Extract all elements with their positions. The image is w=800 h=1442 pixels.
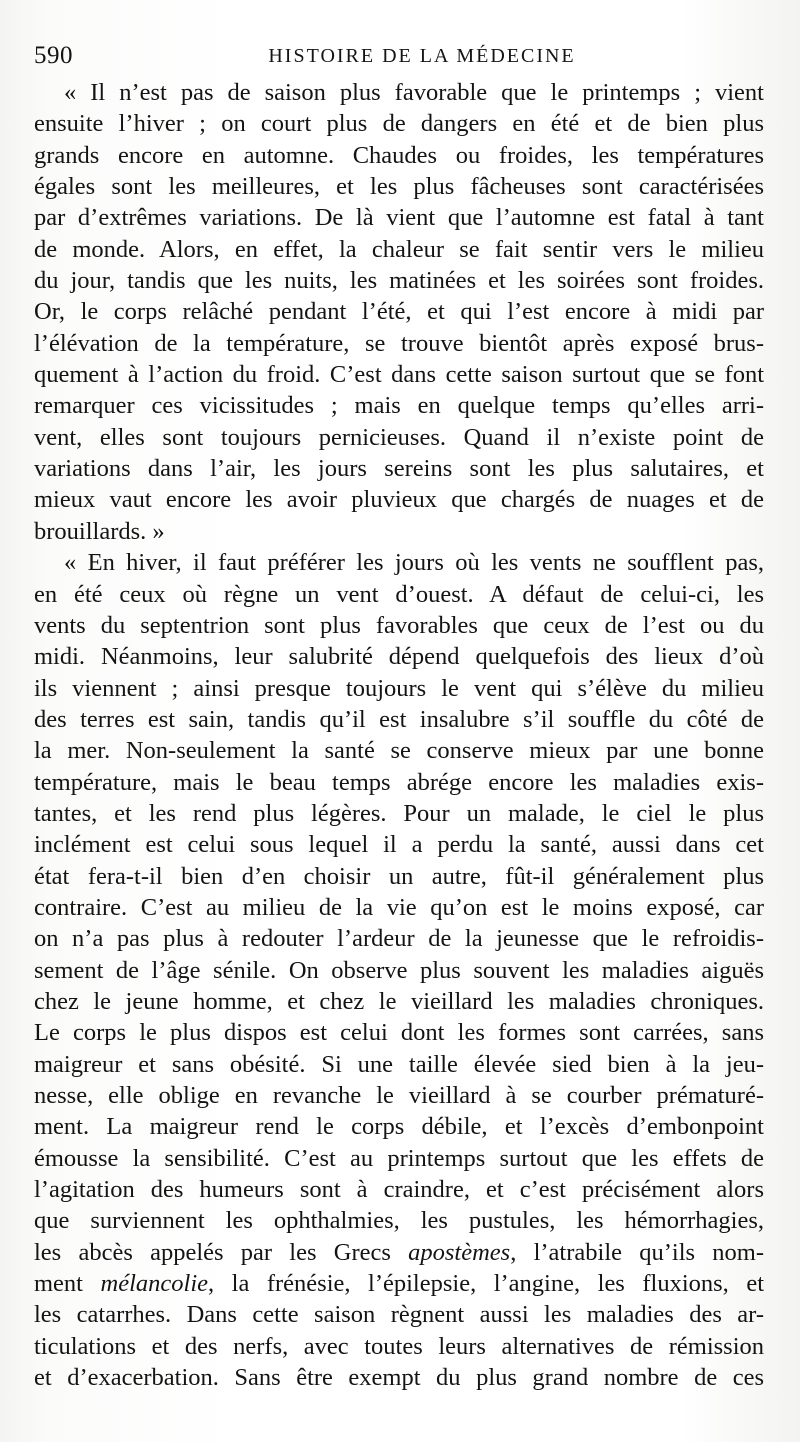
text-segment: les abcès appelés par les Grecs xyxy=(34,1238,409,1266)
text-line: du jour, tandis que les nuits, les matinées et les soirées sont froides. xyxy=(34,267,764,295)
text-line: température, mais le beau temps abrége encore les maladies exis- xyxy=(34,768,764,796)
text-line: remarquer ces vicissitudes ; mais en quelque temps qu’elles arri- xyxy=(34,392,764,420)
text-line: mieux vaut encore les avoir pluvieux que chargés de nuages et de xyxy=(34,486,764,514)
text-line: vent, elles sont toujours pernicieuses. Quand il n’existe point de xyxy=(34,423,764,451)
text-line xyxy=(34,1268,764,1299)
running-title: HISTOIRE DE LA MÉDECINE xyxy=(268,45,576,67)
text-line: chez le jeune homme, et chez le vieillard les maladies chroniques. xyxy=(34,987,764,1015)
body-text xyxy=(34,77,764,1393)
text-line: nesse, elle oblige en revanche le vieillard à se courber prématuré- xyxy=(34,1082,764,1109)
text-line: quement à l’action du froid. C’est dans cette saison surtout que se font xyxy=(34,361,764,389)
text-line: état fera-t-il bien d’en choisir un autre, fût-il généralement plus xyxy=(34,862,764,890)
text-line: brouillards. » xyxy=(34,517,165,545)
text-line: sement de l’âge sénile. On observe plus souvent les maladies aiguës xyxy=(34,956,764,984)
text-line: « En hiver, il faut préférer les jours où les vents ne soufflent pas, xyxy=(64,549,764,577)
text-line: inclément est celui sous lequel il a perdu la santé, aussi dans cet xyxy=(34,831,764,859)
text-line: « Il n’est pas de saison plus favorable que le printemps ; vient xyxy=(64,79,764,106)
text-line: ensuite l’hiver ; on court plus de dangers en été et de bien plus xyxy=(34,110,764,138)
text-line xyxy=(34,1237,764,1268)
text-line: l’élévation de la température, se trouve bientôt après exposé brus- xyxy=(34,329,764,357)
text-line: maigreur et sans obésité. Si une taille élevée sied bien à la jeu- xyxy=(34,1050,764,1078)
italic-term: apostèmes xyxy=(408,1238,511,1266)
text-line: tantes, et les rend plus légères. Pour un malade, le ciel le plus xyxy=(34,799,764,827)
text-line: en été ceux où règne un vent d’ouest. A défaut de celui-ci, les xyxy=(34,580,764,608)
text-line: égales sont les meilleures, et les plus fâcheuses sont caractérisées xyxy=(34,173,764,201)
text-line: émousse la sensibilité. C’est au printemps surtout que les effets de xyxy=(34,1144,764,1172)
text-line: Le corps le plus dispos est celui dont les formes sont carrées, sans xyxy=(34,1019,764,1047)
text-line: ils viennent ; ainsi presque toujours le vent qui s’élève du milieu xyxy=(34,674,764,702)
text-line: ticulations et des nerfs, avec toutes leurs alternatives de rémission xyxy=(34,1332,764,1360)
text-line: et d’exacerbation. Sans être exempt du plus grand nombre de ces xyxy=(34,1364,764,1392)
text-segment: , l’atrabile qu’ils nom- xyxy=(510,1238,764,1266)
text-line: ment. La maigreur rend le corps débile, et l’excès d’embonpoint xyxy=(34,1113,764,1141)
italic-term: mélancolie xyxy=(100,1270,209,1298)
text-line: que surviennent les ophthalmies, les pustules, les hémorrhagies, xyxy=(34,1207,764,1235)
page-number: 590 xyxy=(34,42,73,69)
text-line: vents du septentrion sont plus favorables que ceux de l’est ou du xyxy=(34,611,764,639)
text-segment: , la frénésie, l’épilepsie, l’angine, les fluxions, et xyxy=(208,1270,764,1298)
text-line: midi. Néanmoins, leur salubrité dépend quelquefois des lieux d’où xyxy=(34,643,764,671)
text-line: des terres est sain, tandis qu’il est insalubre s’il souffle du côté de xyxy=(34,705,764,733)
text-line: l’agitation des humeurs sont à craindre, et c’est précisément alors xyxy=(34,1176,764,1204)
text-line: Or, le corps relâché pendant l’été, et qui l’est encore à midi par xyxy=(34,298,764,326)
text-line: de monde. Alors, en effet, la chaleur se fait sentir vers le milieu xyxy=(34,235,764,263)
text-line: les catarrhes. Dans cette saison règnent aussi les maladies des ar- xyxy=(34,1301,764,1329)
text-line: variations dans l’air, les jours sereins sont les plus salutaires, et xyxy=(34,455,764,483)
text-line: la mer. Non-seulement la santé se conserve mieux par une bonne xyxy=(34,737,764,765)
text-line: on n’a pas plus à redouter l’ardeur de la jeunesse que le refroidis- xyxy=(34,925,764,953)
running-head xyxy=(34,38,770,74)
text-segment: ment xyxy=(34,1270,101,1298)
text-line: grands encore en automne. Chaudes ou froides, les températures xyxy=(34,141,764,169)
text-line: par d’extrêmes variations. De là vient que l’automne est fatal à tant xyxy=(34,204,764,232)
text-line: contraire. C’est au milieu de la vie qu’on est le moins exposé, car xyxy=(34,893,764,921)
